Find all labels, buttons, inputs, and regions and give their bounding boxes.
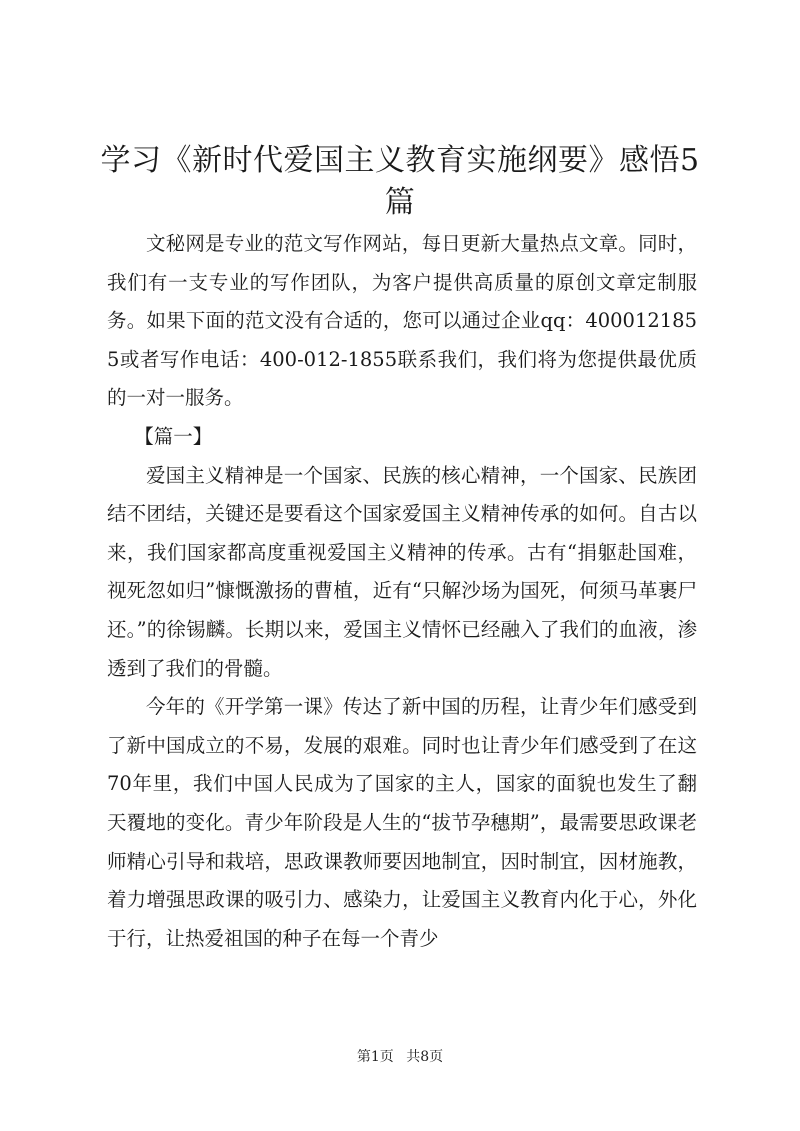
document-body <box>107 225 697 958</box>
section-heading: 【篇一】 <box>134 424 213 448</box>
intro-paragraph: 文秘网是专业的范文写作网站，每日更新大量热点文章。同时，我们有一支专业的写作团队，为客户提供高质量的原创文章定制服务。如果下面的范文没有合适的，您可以通过企业qq：4000121855或者写作电话：400-012-1855联系我们，我们将为您提供最优质的一对一服务。 <box>107 232 697 410</box>
body-paragraph: 爱国主义精神是一个国家、民族的核心精神，一个国家、民族团结不团结，关键还是要看这个国家爱国主义精神传承的如何。自古以来，我们国家都高度重视爱国主义精神的传承。古有“捐躯赴国难，视死忽如归”慷慨激扬的曹植，近有“只解沙场为国死，何须马革裹尸还。”的徐锡麟。长期以来，爱国主义情怀已经融入了我们的血液，渗透到了我们的骨髓。 <box>107 463 697 680</box>
page-total: 共8页 <box>406 1049 444 1065</box>
document-title: 学习《新时代爱国主义教育实施纲要》感悟5篇 <box>100 143 700 220</box>
page-number: 第1页 <box>356 1049 394 1065</box>
body-paragraph: 今年的《开学第一课》传达了新中国的历程，让青少年们感受到了新中国成立的不易，发展的艰难。同时也让青少年们感受到了在这70年里，我们中国人民成为了国家的主人，国家的面貌也发生了翻天覆地的变化。青少年阶段是人生的“拔节孕穗期”，最需要思政课老师精心引导和栽培，思政课教师要因地制宜，因时制宜，因材施教，着力增强思政课的吸引力、感染力，让爱国主义教育内化于心，外化于行，让热爱祖国的种子在每一个青少 <box>107 695 697 950</box>
page-footer <box>0 1046 800 1066</box>
